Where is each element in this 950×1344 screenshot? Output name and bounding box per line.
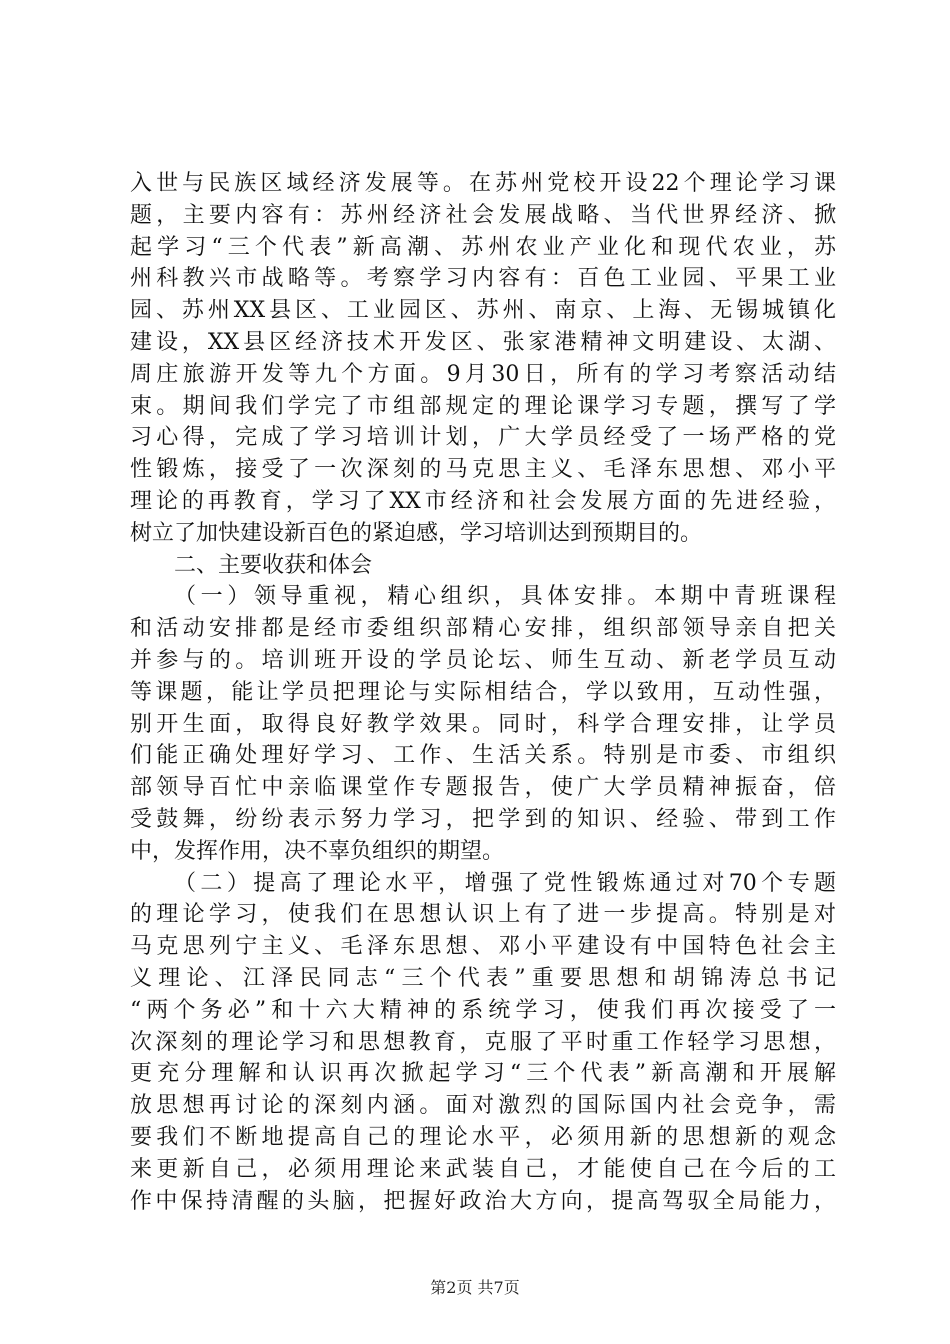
text-line: （一）领导重视，精心组织，具体安排。本期中青班课程 [174, 584, 836, 610]
text-line: 更充分理解和认识再次掀起学习“三个代表”新高潮和开展解 [130, 1061, 836, 1087]
text-line: 题，主要内容有：苏州经济社会发展战略、当代世界经济、掀 [130, 202, 836, 228]
text-line: 次深刻的理论学习和思想教育，克服了平时重工作轻学习思想， [130, 1029, 836, 1055]
text-line: 来更新自己，必须用理论来武装自己，才能使自己在今后的工 [130, 1156, 836, 1182]
text-line: 的理论学习，使我们在思想认识上有了进一步提高。特别是对 [130, 902, 836, 928]
text-line: 树立了加快建设新百色的紧迫感，学习培训达到预期目的。 [130, 520, 703, 546]
text-line: 要我们不断地提高自己的理论水平，必须用新的思想新的观念 [130, 1124, 836, 1150]
text-line: 等课题，能让学员把理论与实际相结合，学以致用，互动性强， [130, 679, 836, 705]
text-line: 别开生面，取得良好教学效果。同时，科学合理安排，让学员 [130, 711, 836, 737]
text-line: 州科教兴市战略等。考察学习内容有：百色工业园、平果工业 [130, 266, 836, 292]
text-line: 义理论、江泽民同志“三个代表”重要思想和胡锦涛总书记 [130, 965, 836, 991]
text-line: 和活动安排都是经市委组织部精心安排，组织部领导亲自把关 [130, 616, 836, 642]
text-line: 入世与民族区域经济发展等。在苏州党校开设22个理论学习课 [130, 171, 836, 196]
text-line: 起学习“三个代表”新高潮、苏州农业产业化和现代农业，苏 [130, 234, 836, 260]
text-line: 理论的再教育，学习了XX市经济和社会发展方面的先进经验， [130, 488, 836, 514]
text-line: 周庄旅游开发等九个方面。9月30日，所有的学习考察活动结 [130, 361, 836, 387]
document-body [130, 168, 836, 1217]
text-line: 受鼓舞，纷纷表示努力学习，把学到的知识、经验、带到工作 [130, 806, 836, 832]
text-line: 作中保持清醒的头脑，把握好政治大方向，提高驾驭全局能力， [130, 1188, 836, 1214]
text-line: 马克思列宁主义、毛泽东思想、邓小平建设有中国特色社会主 [130, 934, 836, 960]
text-line: 二、主要收获和体会 [174, 552, 373, 578]
text-line: 束。期间我们学完了市组部规定的理论课学习专题，撰写了学 [130, 393, 836, 419]
text-line: 部领导百忙中亲临课堂作专题报告，使广大学员精神振奋，倍 [130, 775, 836, 801]
text-line: “两个务必”和十六大精神的系统学习，使我们再次接受了一 [130, 997, 836, 1023]
text-line: 建设，XX县区经济技术开发区、张家港精神文明建设、太湖、 [130, 329, 836, 355]
text-line: 园、苏州XX县区、工业园区、苏州、南京、上海、无锡城镇化 [130, 298, 836, 324]
text-line: 习心得，完成了学习培训计划，广大学员经受了一场严格的党 [130, 425, 836, 451]
text-line: 们能正确处理好学习、工作、生活关系。特别是市委、市组织 [130, 743, 836, 769]
text-line: 放思想再讨论的深刻内涵。面对激烈的国际国内社会竞争，需 [130, 1093, 836, 1119]
text-line: 性锻炼，接受了一次深刻的马克思主义、毛泽东思想、邓小平 [130, 457, 836, 483]
text-line: （二）提高了理论水平，增强了党性锻炼通过对70个专题 [174, 870, 836, 896]
page-number-footer: 第2页 共7页 [430, 1278, 520, 1297]
text-line: 并参与的。培训班开设的学员论坛、师生互动、新老学员互动 [130, 647, 836, 673]
text-line: 中，发挥作用，决不辜负组织的期望。 [130, 838, 505, 864]
